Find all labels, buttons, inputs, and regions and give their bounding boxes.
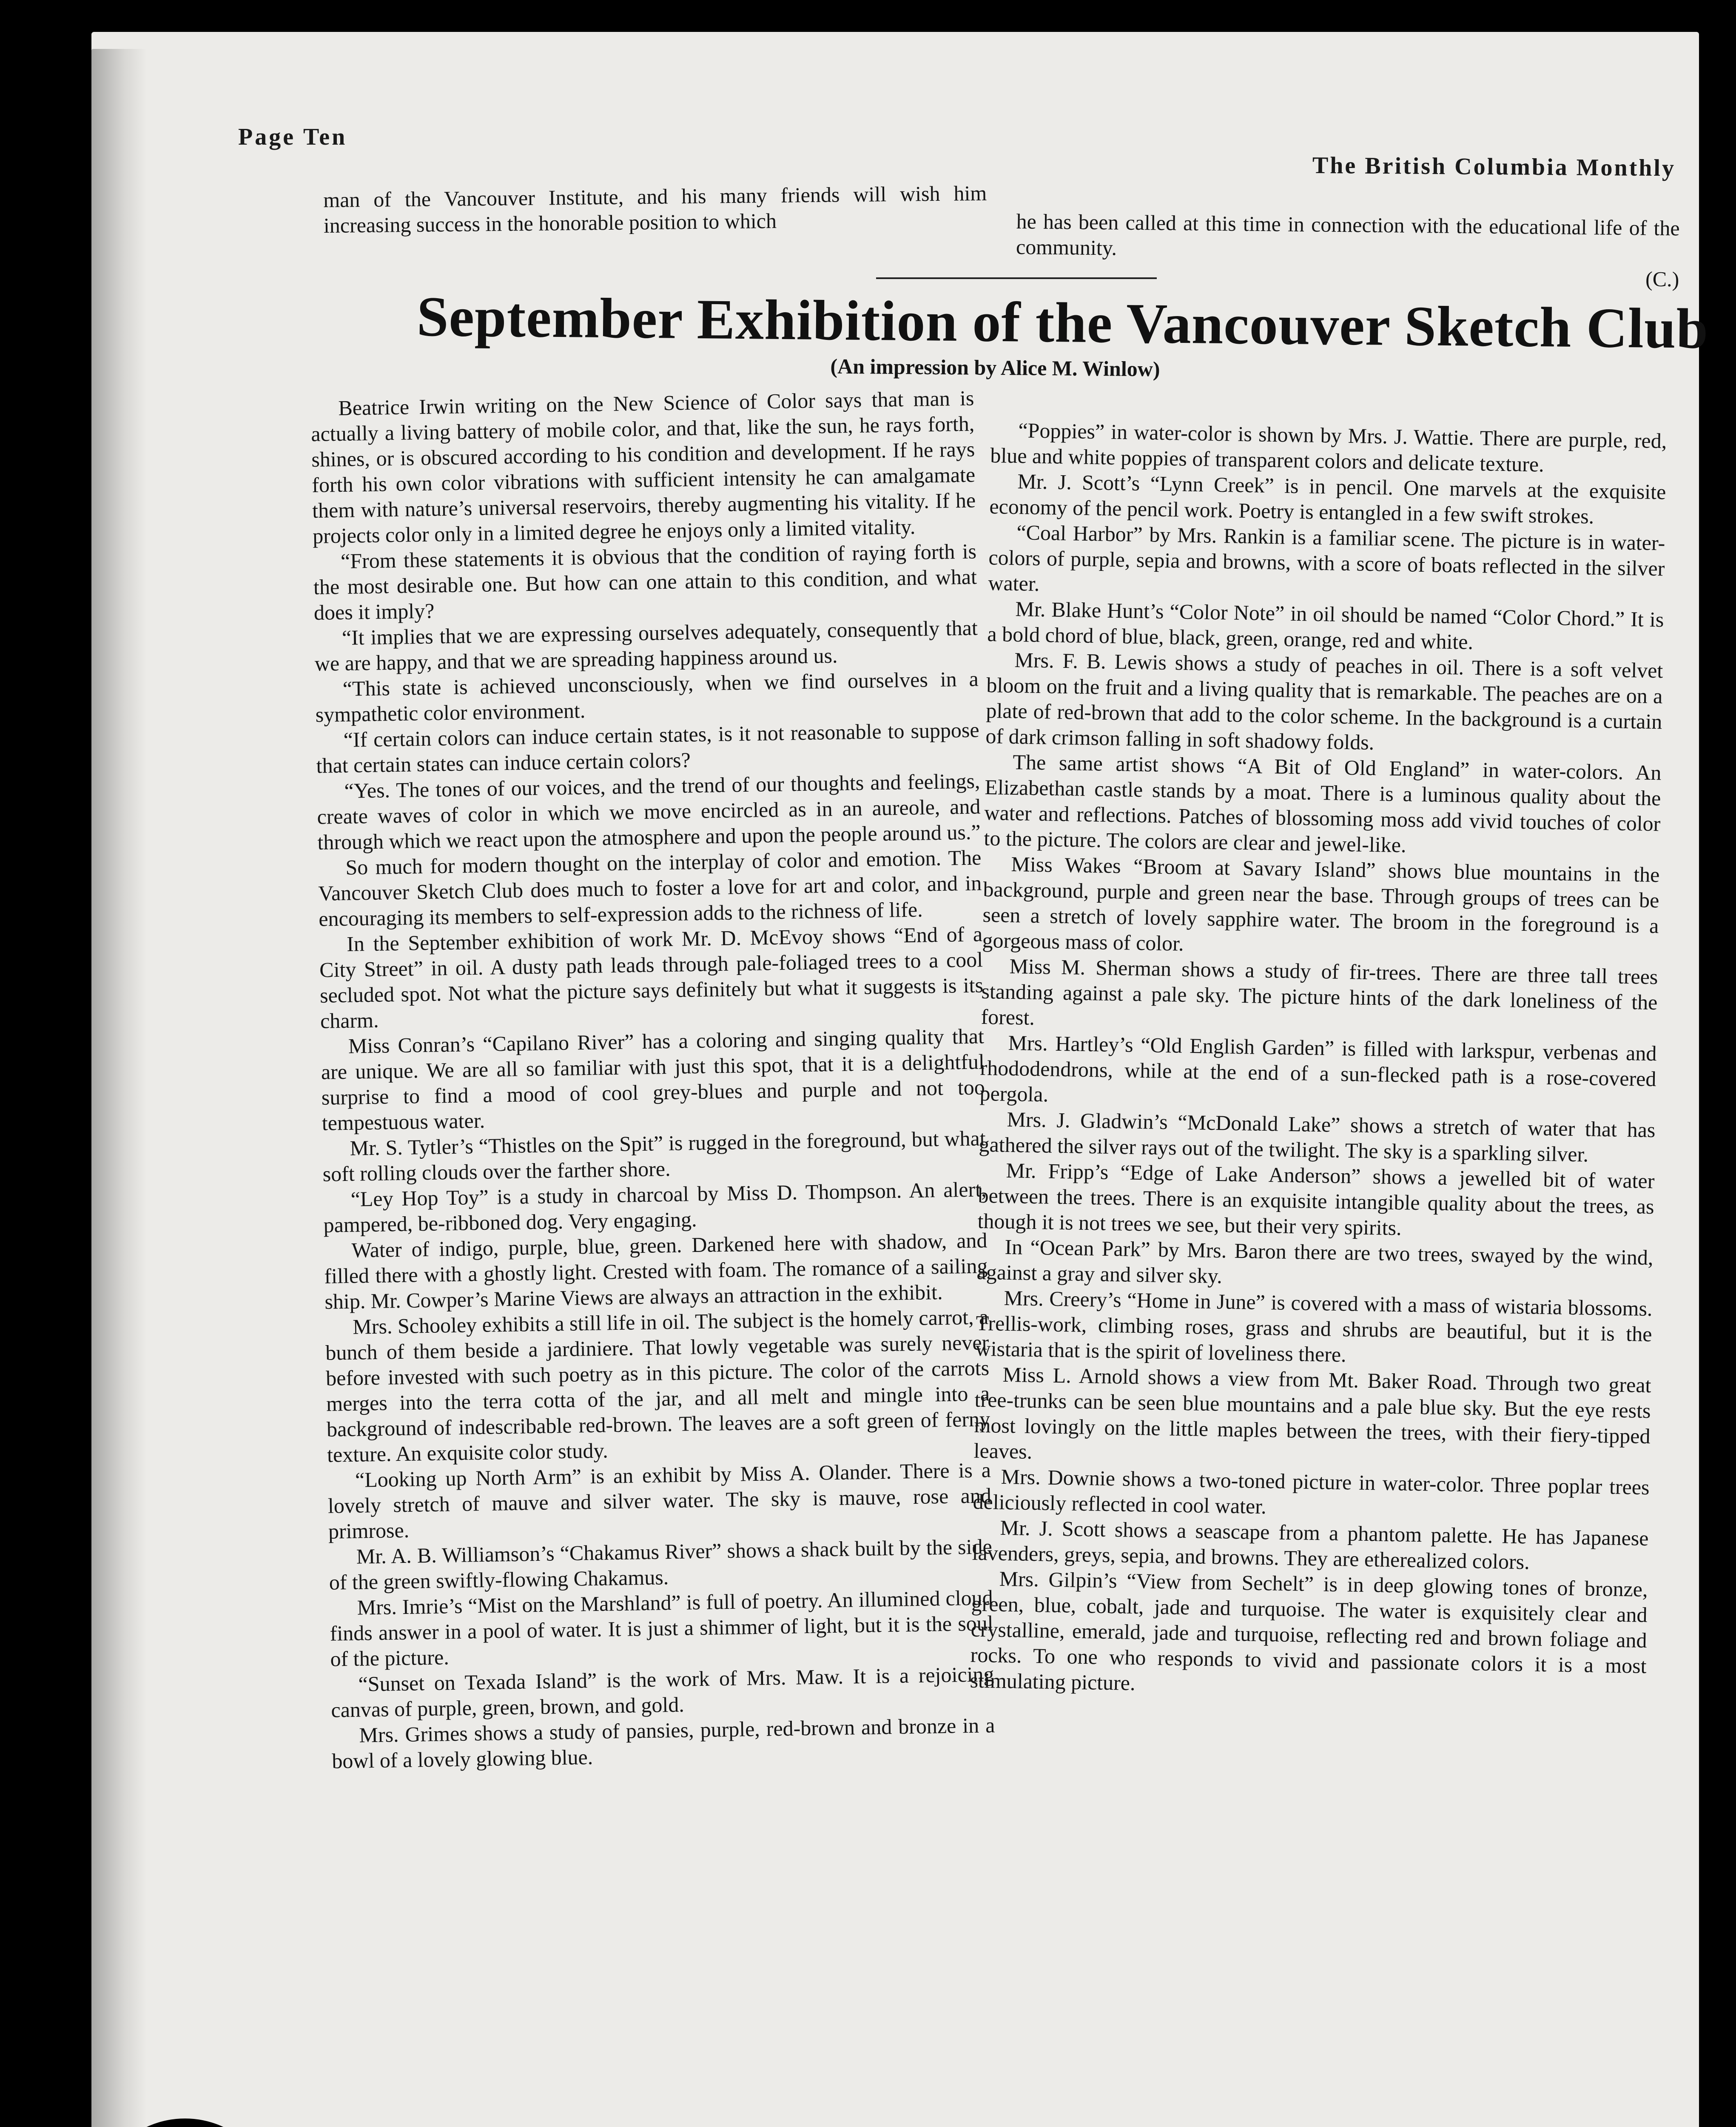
- paragraph: Mrs. Schooley exhibits a still life in oil. The subject is the homely carrot, a bunch of them beside a jardiniere. That lowly vegetable was surely never before invested with such poetry as in this picture. The color of the carrots merges into the terra cotta of the jar, and all melt and mingle into a background of indescribable red-brown. The leaves are a soft green of ferny texture. An exquisite color study.: [325, 1305, 990, 1467]
- paragraph: Mr. S. Tytler’s “Thistles on the Spit” is rugged in the foreground, but what soft rolling clouds over the farther shore.: [322, 1126, 986, 1186]
- author-initial: (C.): [1645, 267, 1679, 291]
- paragraph: Mr. J. Scott shows a seascape from a phantom palette. He has Japanese lavenders, greys, sepia, and browns. They are etherealized colors.: [972, 1515, 1649, 1574]
- paragraph: Mrs. Imrie’s “Mist on the Marshland” is full of poetry. An illumined cloud finds answer in a pool of water. It is just a shimmer of light, but it is the soul of the picture.: [330, 1585, 993, 1671]
- continuation-left-text: man of the Vancouver Institute, and his many friends will wish him increasing success in the honorable position to which: [323, 181, 987, 237]
- paragraph: “Sunset on Texada Island” is the work of Mrs. Maw. It is a rejoicing canvas of purple, green, brown, and gold.: [331, 1662, 994, 1722]
- paragraph: Mr. J. Scott’s “Lynn Creek” is in pencil. One marvels at the exquisite economy of the pencil work. Poetry is entangled in a few swift strokes.: [989, 469, 1666, 528]
- paragraph: Mrs. Gilpin’s “View from Sechelt” is in deep glowing tones of bronze, green, blue, cobalt, jade and turquoise. The water is exquisitely clear and crystalline, emerald, jade and turquoise, reflecting red and brown foliage and rocks. To one who responds to vivid and passionate colors it is a most stimulating picture.: [970, 1566, 1648, 1695]
- paragraph: In “Ocean Park” by Mrs. Baron there are two trees, swayed by the wind, against a gray and silver sky.: [976, 1235, 1653, 1288]
- paragraph: “It implies that we are expressing ourselves adequately, consequently that we are happy, and that we are spreading happiness around us.: [314, 616, 978, 676]
- article-column-left: [310, 385, 996, 1773]
- publication-header: The British Columbia Monthly: [1312, 152, 1676, 182]
- paragraph: In the September exhibition of work Mr. D. McEvoy shows “End of a City Street” in oil. A dusty path leads through pale-foliaged trees to a cool secluded spot. Not what the picture says definitely but what it suggests is its charm.: [319, 922, 984, 1033]
- paragraph: Miss M. Sherman shows a study of fir-trees. There are three tall trees standing against a pale sky. The picture hints of the dark loneliness of the forest.: [981, 954, 1658, 1029]
- paragraph: Miss Wakes “Broom at Savary Island” shows blue mountains in the background, purple and green near the base. Through groups of trees can be seen a stretch of lovely sapphire water. The broom in the foreground is a gorgeous mass of color.: [982, 852, 1660, 955]
- paragraph: Mrs. Downie shows a two-toned picture in water-color. Three poplar trees deliciously reflected in cool water.: [973, 1464, 1650, 1519]
- paragraph: Mrs. J. Gladwin’s “McDonald Lake” shows a stretch of water that has gathered the silver rays out of the twilight. The sky is a sparkling silver.: [979, 1107, 1656, 1166]
- paragraph: So much for modern thought on the interplay of color and emotion. The Vancouver Sketch Club does much to foster a love for art and color, and in encouraging its members to self-expression adds to the richness of life.: [318, 845, 982, 931]
- page-number-header: Page Ten: [238, 124, 347, 150]
- article-title: September Exhibition of the Vancouver Sketch Club: [416, 285, 1709, 360]
- continuation-right: [1016, 208, 1680, 292]
- paragraph: “From these statements it is obvious that the condition of raying forth is the most desirable one. But how can one attain to this condition, and what does it imply?: [313, 539, 977, 624]
- section-divider: [876, 277, 1157, 279]
- paragraph: Mrs. Creery’s “Home in June” is covered with a mass of wistaria blossoms. Trellis-work, climbing roses, grass and shrubs are beautiful, but it is the wistaria that is the spirit of loveliness there.: [975, 1286, 1653, 1367]
- page-fold-shadow: [91, 49, 147, 2127]
- paragraph: Miss Conran’s “Capilano River” has a coloring and singing quality that are unique. We are all so familiar with just this spot, that it is a delightful surprise to find a mood of cool grey-blues and purple and not too tempestuous water.: [321, 1024, 985, 1135]
- paragraph: Mr. Fripp’s “Edge of Lake Anderson” shows a jewelled bit of water between the trees. There is an exquisite intangible quality about the trees, as though it is not trees we see, but their very spirits.: [977, 1158, 1655, 1240]
- paragraph: Mrs. Grimes shows a study of pansies, purple, red-brown and bronze in a bowl of a lovely glowing blue.: [331, 1713, 995, 1773]
- continuation-left: [323, 180, 987, 238]
- article-column-right: [970, 417, 1667, 1704]
- paragraph: Mr. Blake Hunt’s “Color Note” in oil should be named “Color Chord.” It is a bold chord of blue, black, green, orange, red and white.: [987, 597, 1664, 654]
- paragraph: “Coal Harbor” by Mrs. Rankin is a familiar scene. The picture is in water-colors of purple, sepia and browns, with a score of boats reflected in the silver water.: [988, 520, 1665, 596]
- paragraph: Beatrice Irwin writing on the New Science of Color says that man is actually a living battery of mobile color, and that, like the sun, he rays forth, shines, or is obscured according to his condition and development. If he rays forth his own color vibrations with sufficient intensity he can amalgamate them with nature’s universal reservoirs, thereby augmenting his vitality. If he projects color only in a limited degree he enjoys only a limited vitality.: [310, 386, 976, 548]
- paragraph: “Ley Hop Toy” is a study in charcoal by Miss D. Thompson. An alert, pampered, be-ribboned dog. Very engaging.: [323, 1177, 987, 1237]
- paragraph: “If certain colors can induce certain states, is it not reasonable to suppose that certain states can induce certain colors?: [316, 718, 979, 778]
- paragraph: “Looking up North Arm” is an exhibit by Miss A. Olander. There is a lovely stretch of mauve and silver water. The sky is mauve, rose and primrose.: [327, 1458, 992, 1543]
- paragraph: “Yes. The tones of our voices, and the trend of our thoughts and feelings, create waves of color in which we move encircled as in an aureole, and through which we react upon the atmosphere and upon the people around us.”: [317, 769, 981, 854]
- paragraph: Miss L. Arnold shows a view from Mt. Baker Road. Through two great tree-trunks can be seen blue mountains and a pale blue sky. But the eye rests most lovingly on the little maples between the trees, with their fiery-tipped leaves.: [973, 1362, 1651, 1463]
- article-byline: (An impression by Alice M. Winlow): [830, 354, 1160, 381]
- continuation-right-text: he has been called at this time in connection with the educational life of the community.: [1016, 209, 1680, 260]
- paragraph: The same artist shows “A Bit of Old England” in water-colors. An Elizabethan castle stands by a moat. There is a luminous quality about the water and reflections. Patches of blossoming moss add vivid touches of color to the picture. The colors are clear and jewel-like.: [984, 750, 1662, 857]
- paragraph: Mrs. F. B. Lewis shows a study of peaches in oil. There is a soft velvet bloom on the fruit and a living quality that is remarkable. The peaches are on a plate of red-brown that add to the color scheme. In the background is a curtain of dark crimson falling in soft shadowy folds.: [985, 648, 1663, 755]
- paragraph: Mr. A. B. Williamson’s “Chakamus River” shows a shack built by the side of the green swiftly-flowing Chakamus.: [329, 1534, 993, 1594]
- paragraph: “Poppies” in water-color is shown by Mrs. J. Wattie. There are purple, red, blue and white poppies of transparent colors and delicate texture.: [990, 418, 1667, 476]
- paragraph: Water of indigo, purple, blue, green. Darkened here with shadow, and filled there with a ghostly light. Crested with foam. The romance of a sailing ship. Mr. Cowper’s Marine Views are always an attraction in the exhibit.: [324, 1228, 988, 1314]
- paragraph: “This state is achieved unconsciously, when we find ourselves in a sympathetic color environment.: [315, 667, 979, 727]
- paragraph: Mrs. Hartley’s “Old English Garden” is filled with larkspur, verbenas and rhododendrons, while at the end of a sun-flecked path is a rose-covered pergola.: [979, 1030, 1657, 1106]
